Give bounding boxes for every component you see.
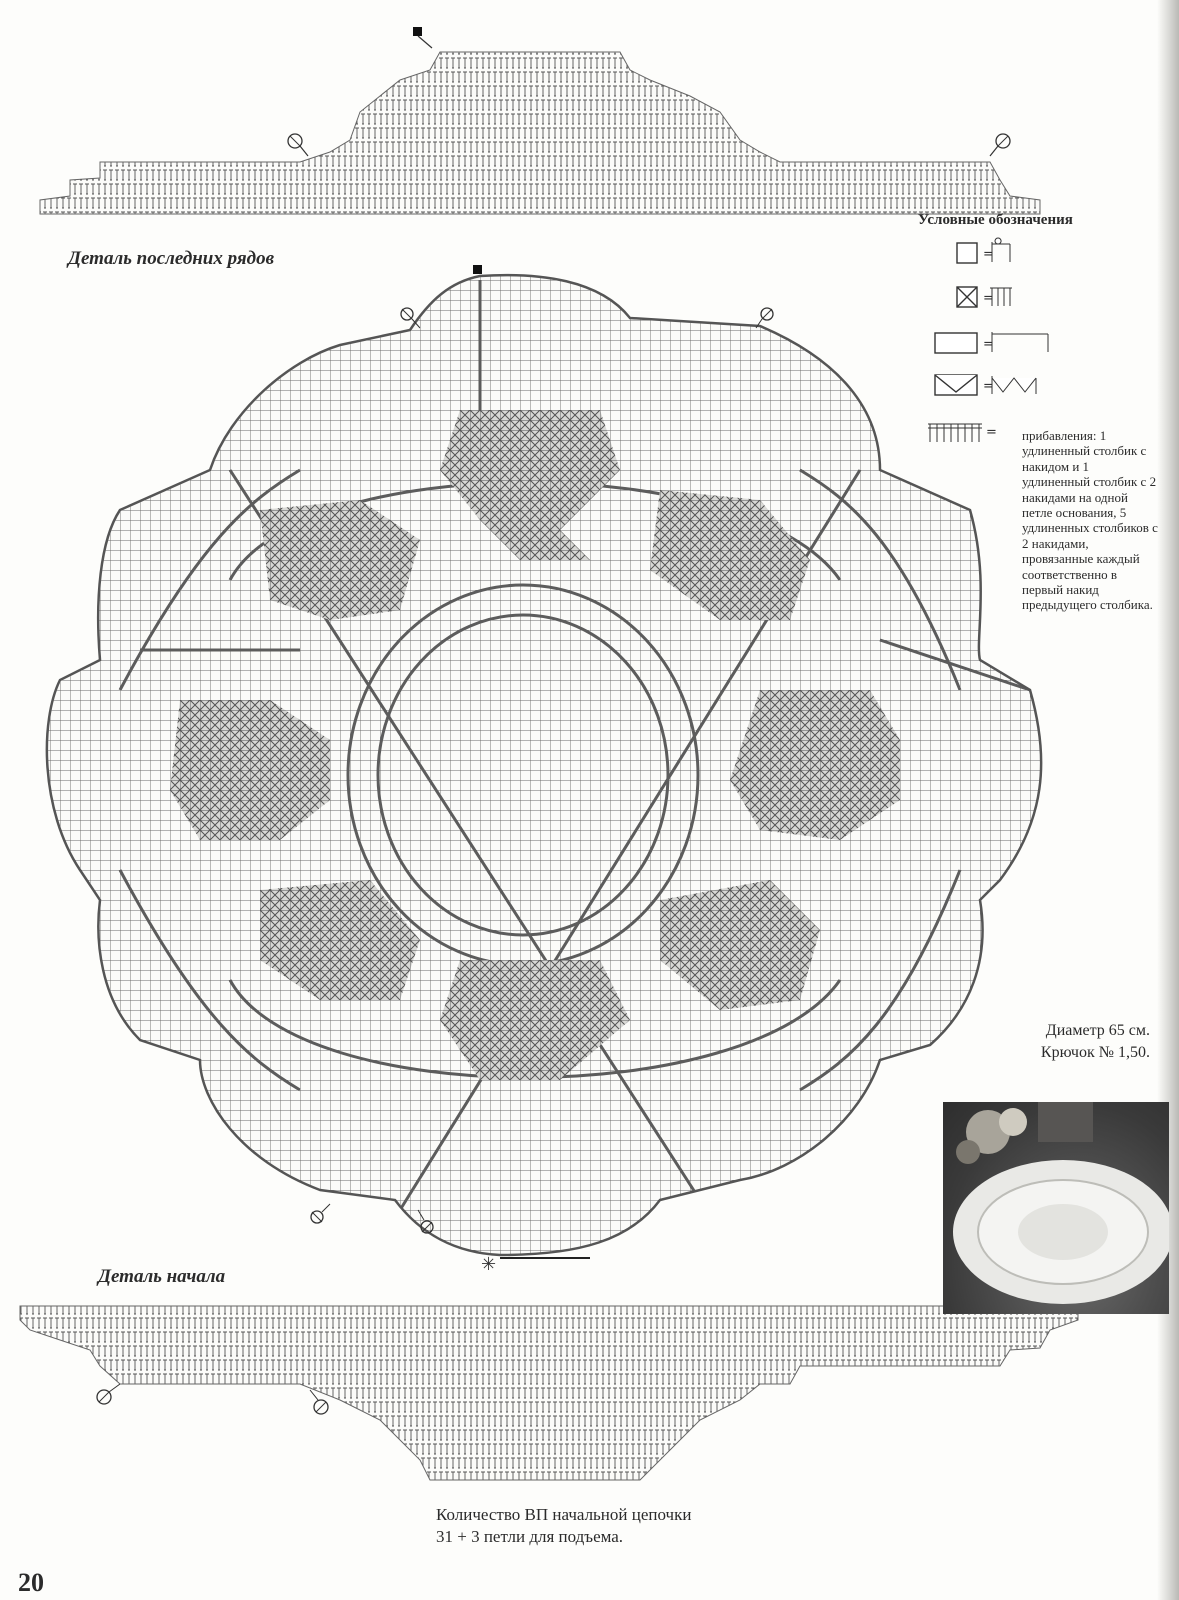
doily-chart — [30, 260, 1060, 1275]
page-number: 20 — [18, 1568, 44, 1597]
open-square-icon — [957, 243, 977, 263]
doily-photo — [943, 1102, 1169, 1314]
diameter-note: Диаметр 65 см. — [1045, 1022, 1150, 1039]
v-rectangle-icon — [935, 375, 977, 395]
crossed-square-icon — [957, 287, 977, 307]
legend-equals-4: = — [983, 379, 994, 394]
legend-title: Условные обозначения — [918, 212, 1073, 228]
legend-equals-1: = — [983, 247, 994, 262]
last-rows-detail-caption: Деталь последних рядов — [68, 248, 275, 269]
last-rows-detail-diagram — [40, 27, 1040, 214]
chain-count-line1: Количество ВП начальной цепочки — [436, 1505, 692, 1524]
start-detail-diagram — [20, 1306, 1078, 1480]
chain-count-line2: 31 + 3 петли для подъема. — [436, 1527, 624, 1546]
hook-note: Крючок № 1,50. — [1040, 1044, 1150, 1061]
increase-symbol-icon — [928, 424, 982, 442]
legend-equals-2: = — [983, 291, 994, 306]
legend-equals-3: = — [983, 337, 994, 352]
legend-increase-text: прибавления: 1 удлиненный столбик с накидом и 1 удлиненный столбик с 2 накидами на одной петле основания, 5 удлиненных столбиков с 2 накидами, провязанные каждый соответственно в первый накид предыдущего столбика. — [1022, 428, 1158, 613]
legend-equals-increase: = — [986, 425, 997, 440]
start-detail-caption: Деталь начала — [98, 1266, 226, 1287]
svg-text:✳: ✳ — [481, 1254, 497, 1275]
chain-count-note — [436, 1504, 691, 1548]
long-rectangle-icon — [935, 333, 977, 353]
